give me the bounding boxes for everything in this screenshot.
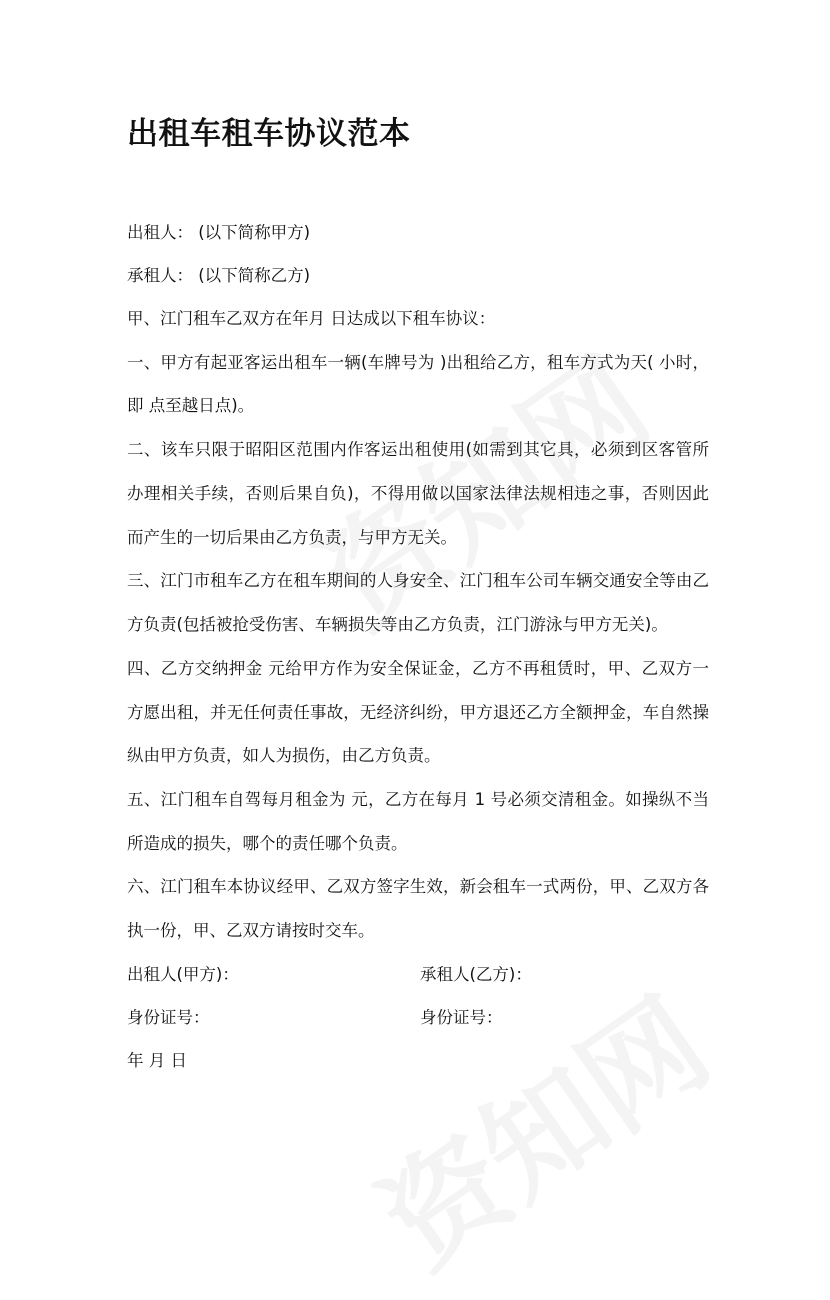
lessee-line: 承租人： (以下简称乙方) xyxy=(127,266,311,285)
lessor-line: 出租人： (以下简称甲方) xyxy=(127,223,311,242)
clause-3-line-1: 三、江门市租车乙方在租车期间的人身安全、江门租车公司车辆交通安全等由乙 xyxy=(127,571,709,590)
lessee-signature-label: 承租人(乙方)： xyxy=(420,965,532,984)
clause-1-line-2: 即 点至越日点)。 xyxy=(127,396,255,415)
clause-2-line-2: 办理相关手续，否则后果自负)，不得用做以国家法律法规相违之事，否则因此 xyxy=(127,484,709,503)
clause-2-line-1: 二、该车只限于昭阳区范围内作客运出租使用(如需到其它具，必须到区客管所 xyxy=(127,440,709,459)
date-label: 年 月 日 xyxy=(127,1051,187,1070)
clause-3-line-2: 方负责(包括被抢受伤害、车辆损失等由乙方负责，江门游泳与甲方无关)。 xyxy=(127,615,668,634)
clause-4-line-2: 方愿出租，并无任何责任事故，无经济纠纷，甲方退还乙方全额押金，车自然操 xyxy=(127,703,709,722)
watermark xyxy=(343,952,737,1299)
lessee-id-label: 身份证号： xyxy=(420,1008,503,1027)
document-title: 出租车租车协议范本 xyxy=(127,116,411,152)
clause-1-line-1: 一、甲方有起亚客运出租车一辆(车牌号为 )出租给乙方，租车方式为天( 小时， xyxy=(127,353,709,372)
clause-2-line-3: 而产生的一切后果由乙方负责，与甲方无关。 xyxy=(127,528,457,547)
clause-6-line-2: 执一份，甲、乙双方请按时交车。 xyxy=(127,921,375,940)
lessor-id-label: 身份证号： xyxy=(127,1008,210,1027)
clause-4-line-3: 纵由甲方负责，如人为损伤，由乙方负责。 xyxy=(127,746,441,765)
clause-5-line-1: 五、江门租车自驾每月租金为 元，乙方在每月 1 号必须交清租金。如操纵不当 xyxy=(127,790,709,809)
clause-4-line-1: 四、乙方交纳押金 元给甲方作为安全保证金，乙方不再租赁时，甲、乙双方一 xyxy=(127,659,709,678)
clause-6-line-1: 六、江门租车本协议经甲、乙双方签字生效，新会租车一式两份，甲、乙双方各 xyxy=(127,877,709,896)
clause-5-line-2: 所造成的损失，哪个的责任哪个负责。 xyxy=(127,834,408,853)
agreement-intro: 甲、江门租车乙双方在年月 日达成以下租车协议： xyxy=(127,309,496,328)
lessor-signature-label: 出租人(甲方)： xyxy=(127,965,239,984)
